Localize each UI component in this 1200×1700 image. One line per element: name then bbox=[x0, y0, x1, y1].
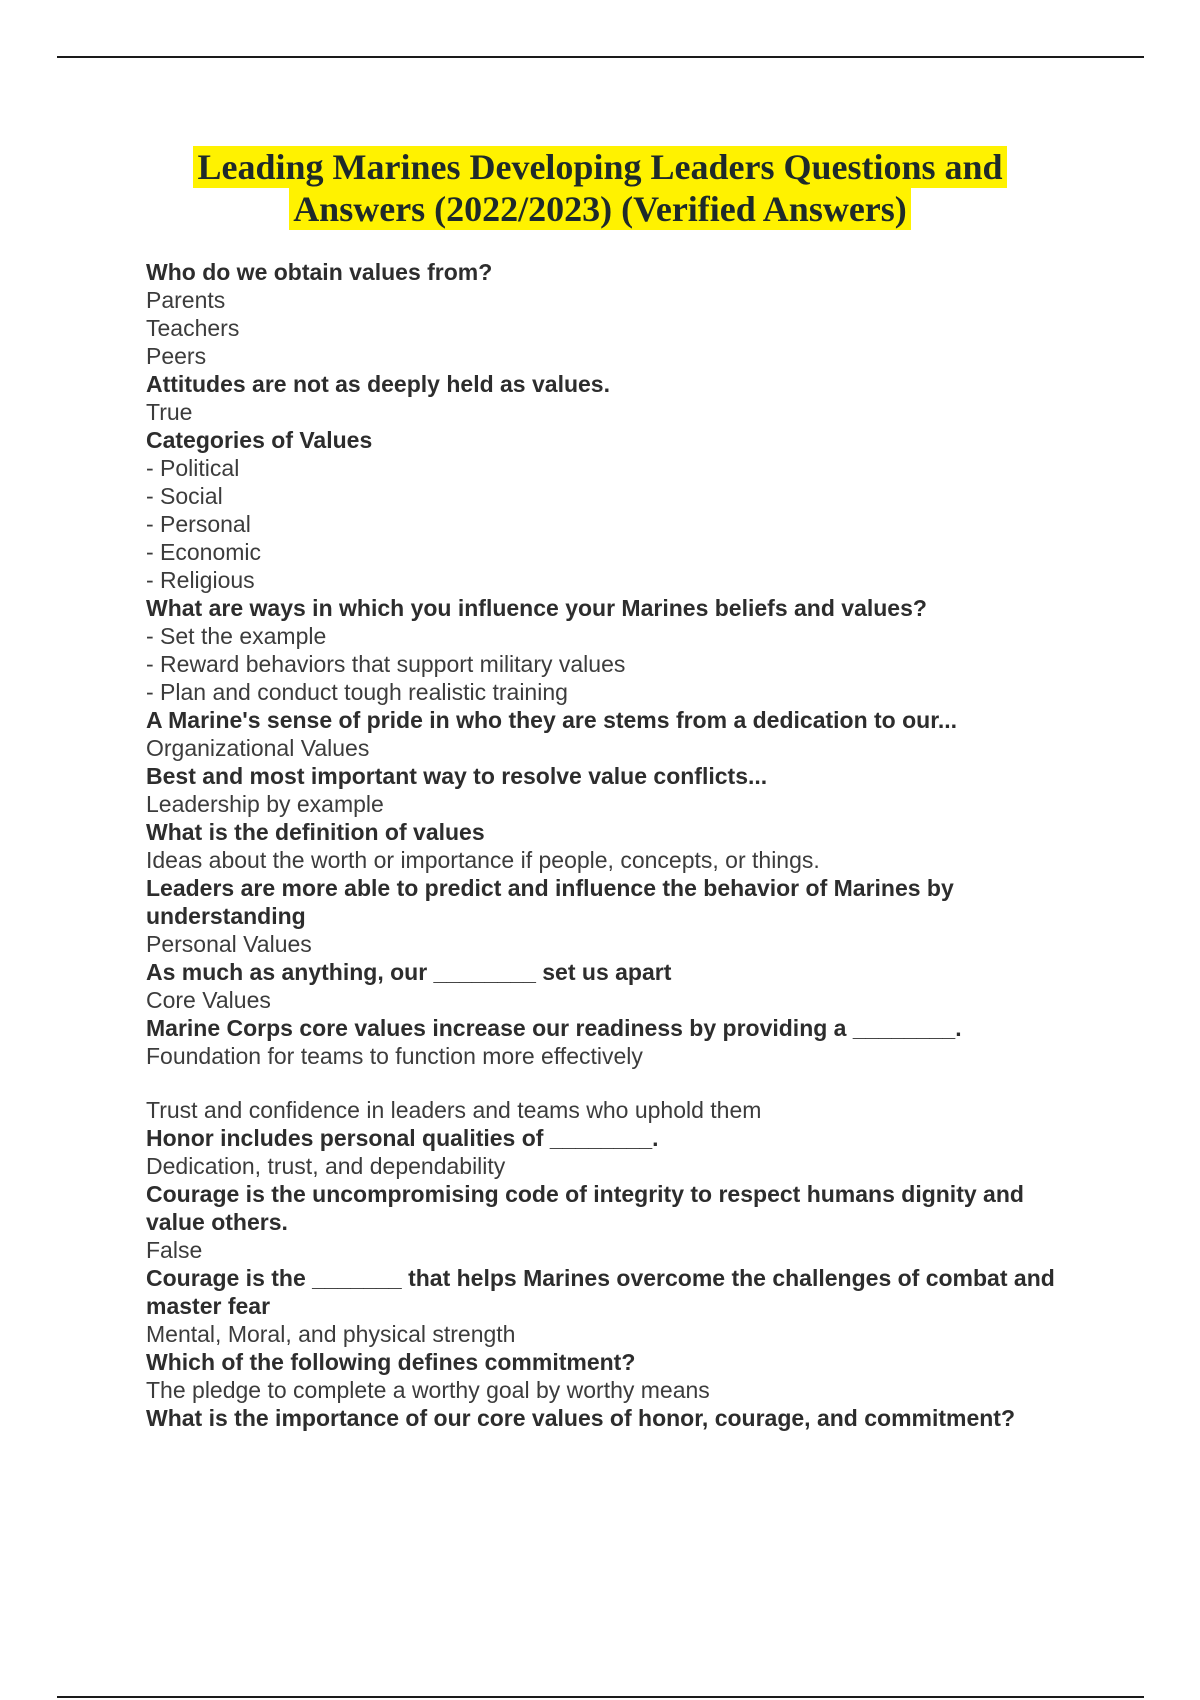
answer-text: Mental, Moral, and physical strength bbox=[146, 1321, 516, 1347]
answer-text: - Set the example bbox=[146, 623, 327, 649]
answer-text: - Social bbox=[146, 483, 223, 509]
question-text: Which of the following defines commitment? bbox=[146, 1349, 636, 1375]
question-text: What are ways in which you influence your Marines beliefs and values? bbox=[146, 595, 927, 621]
answer-text: The pledge to complete a worthy goal by worthy means bbox=[146, 1377, 710, 1403]
answer-text: Organizational Values bbox=[146, 735, 370, 761]
answer-text: Dedication, trust, and dependability bbox=[146, 1153, 506, 1179]
answer-text: Core Values bbox=[146, 987, 271, 1013]
answer-text: Trust and confidence in leaders and teams who uphold them bbox=[146, 1097, 762, 1123]
question-text: Who do we obtain values from? bbox=[146, 259, 493, 285]
question-text: Attitudes are not as deeply held as values. bbox=[146, 371, 610, 397]
answer-text: Parents bbox=[146, 287, 226, 313]
answer-text: - Plan and conduct tough realistic training bbox=[146, 679, 568, 705]
question-text: Best and most important way to resolve value conflicts... bbox=[146, 763, 768, 789]
answer-text: Leadership by example bbox=[146, 791, 384, 817]
question-text: Leaders are more able to predict and influence the behavior of Marines by understanding bbox=[146, 875, 954, 929]
title-line-2: Answers (2022/2023) (Verified Answers) bbox=[289, 188, 911, 230]
answer-text: - Political bbox=[146, 455, 240, 481]
answer-text: - Religious bbox=[146, 567, 255, 593]
question-text: What is the definition of values bbox=[146, 819, 485, 845]
answer-text: Foundation for teams to function more effectively bbox=[146, 1043, 643, 1069]
answer-text: - Personal bbox=[146, 511, 251, 537]
question-text: Courage is the _______ that helps Marines overcome the challenges of combat and master fear bbox=[146, 1265, 1055, 1319]
question-text: Honor includes personal qualities of ________. bbox=[146, 1125, 659, 1151]
qa-list bbox=[146, 258, 1086, 1432]
question-text: Courage is the uncompromising code of integrity to respect humans dignity and value others. bbox=[146, 1181, 1024, 1235]
top-rule bbox=[57, 56, 1144, 58]
question-text: What is the importance of our core values of honor, courage, and commitment? bbox=[146, 1405, 1016, 1431]
answer-text: Ideas about the worth or importance if people, concepts, or things. bbox=[146, 847, 820, 873]
answer-text: - Economic bbox=[146, 539, 262, 565]
title-line-1: Leading Marines Developing Leaders Questions and bbox=[193, 146, 1006, 188]
question-text: Categories of Values bbox=[146, 427, 373, 453]
document-title bbox=[0, 146, 1200, 230]
question-text: A Marine's sense of pride in who they are stems from a dedication to our... bbox=[146, 707, 958, 733]
answer-text: Personal Values bbox=[146, 931, 312, 957]
answer-text: True bbox=[146, 399, 193, 425]
answer-text: False bbox=[146, 1237, 203, 1263]
bottom-rule bbox=[57, 1696, 1144, 1698]
answer-text: - Reward behaviors that support military values bbox=[146, 651, 626, 677]
blank-line bbox=[146, 1070, 1086, 1096]
answer-text: Peers bbox=[146, 343, 207, 369]
question-text: Marine Corps core values increase our readiness by providing a ________. bbox=[146, 1015, 962, 1041]
question-text: As much as anything, our ________ set us apart bbox=[146, 959, 672, 985]
answer-text: Teachers bbox=[146, 315, 240, 341]
